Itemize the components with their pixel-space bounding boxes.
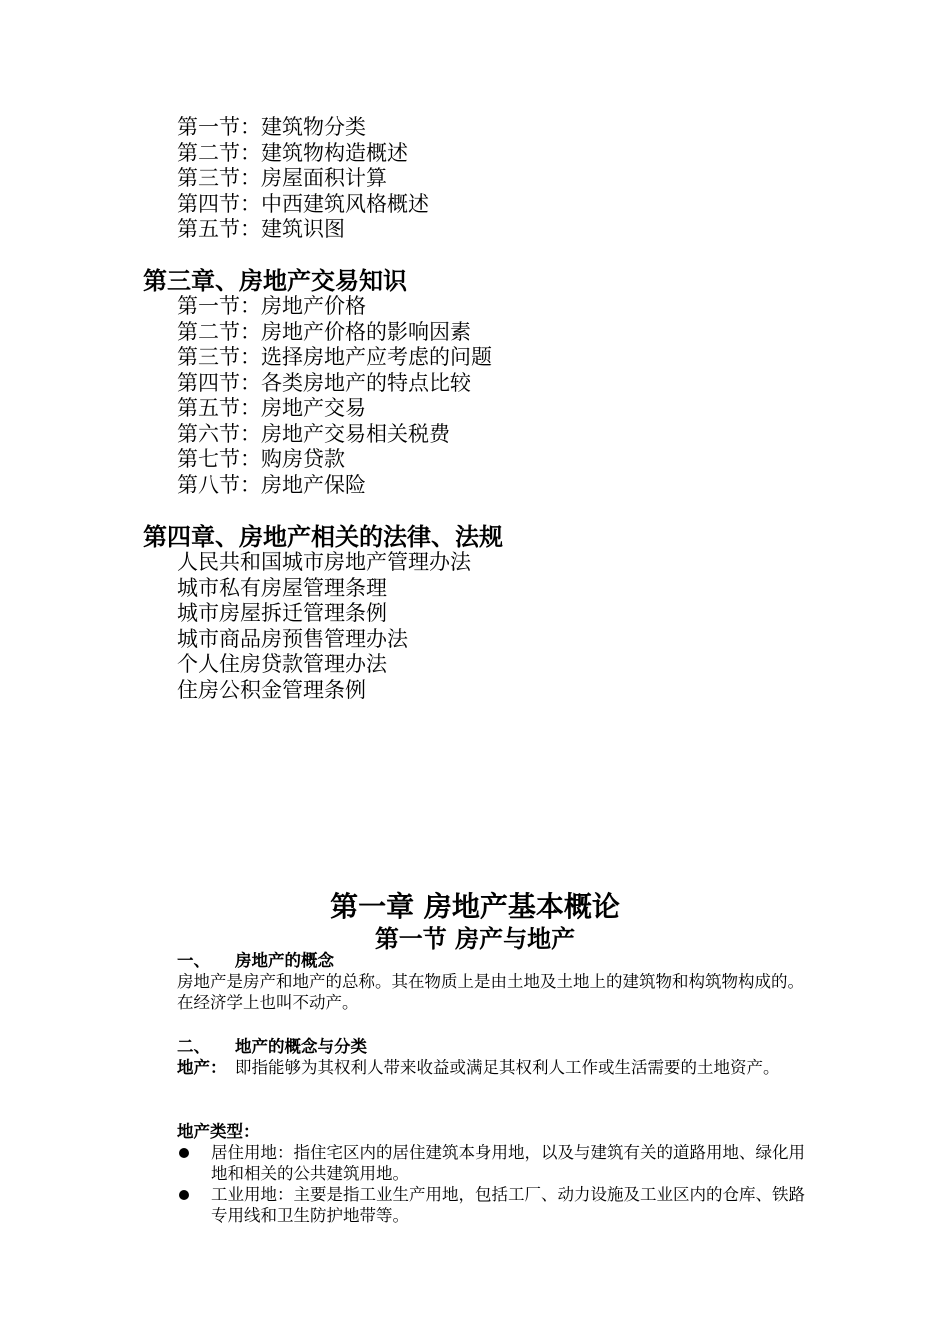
toc-item: 第三节：房屋面积计算 xyxy=(177,166,387,190)
chapter4-heading: 第四章、房地产相关的法律、法规 xyxy=(143,523,503,551)
chapter3-heading: 第三章、房地产交易知识 xyxy=(143,267,407,295)
list-item xyxy=(177,1184,817,1226)
toc-item: 第四节：中西建筑风格概述 xyxy=(177,191,429,216)
paragraph: 房地产是房产和地产的总称。其在物质上是由土地及土地上的建筑物和构筑物构成的。在经济学上也叫不动产。 xyxy=(177,972,804,1012)
bullet-text: 工业用地：主要是指工业生产用地，包括工厂、动力设施及工业区内的仓库、铁路专用线和卫生防护地带等。 xyxy=(211,1185,805,1225)
toc-item: 第七节：购房贷款 xyxy=(177,447,345,471)
toc-item: 城市私有房屋管理条理 xyxy=(177,575,387,600)
toc-item: 第一节：建筑物分类 xyxy=(177,115,366,139)
item-number: 二、 xyxy=(177,1037,210,1056)
toc-item: 第八节：房地产保险 xyxy=(177,472,366,497)
land-types-heading: 地产类型： xyxy=(177,1122,260,1141)
toc-item: 人民共和国城市房地产管理办法 xyxy=(177,550,471,574)
toc-item: 第一节：房地产价格 xyxy=(177,294,366,318)
toc-item: 第五节：房地产交易 xyxy=(177,396,366,420)
bullet-list xyxy=(177,1142,817,1226)
toc-item: 住房公积金管理条例 xyxy=(177,677,366,702)
toc-item: 个人住房贷款管理办法 xyxy=(177,652,387,676)
bullet-icon xyxy=(177,1184,211,1226)
land-types-block xyxy=(177,1121,817,1226)
toc-item: 第二节：房地产价格的影响因素 xyxy=(177,319,471,344)
toc-item: 第三节：选择房地产应考虑的问题 xyxy=(177,345,492,369)
concept-block xyxy=(177,950,817,1013)
bullet-icon xyxy=(177,1142,211,1184)
chapter1-title: 第一章 房地产基本概论 xyxy=(330,890,620,923)
item-number: 一、 xyxy=(177,951,210,970)
chapter3-section-list xyxy=(177,294,492,498)
toc-item: 城市商品房预售管理办法 xyxy=(177,626,408,651)
list-item xyxy=(177,1142,817,1184)
section1-title: 第一节 房产与地产 xyxy=(374,925,576,953)
toc-item: 第四节：各类房地产的特点比较 xyxy=(177,370,471,395)
item-title: 地产的概念与分类 xyxy=(235,1037,367,1056)
chapter2-section-list xyxy=(177,115,429,243)
definition-row xyxy=(177,1057,817,1078)
item-heading xyxy=(177,1036,817,1057)
item-title: 房地产的概念 xyxy=(235,951,334,970)
bullet-text: 居住用地：指住宅区内的居住建筑本身用地，以及与建筑有关的道路用地、绿化用地和相关的公共建筑用地。 xyxy=(211,1143,805,1183)
toc-item: 第六节：房地产交易相关税费 xyxy=(177,421,450,446)
term-definition: 即指能够为其权利人带来收益或满足其权利人工作或生活需要的土地资产。 xyxy=(235,1058,780,1077)
toc-item: 第二节：建筑物构造概述 xyxy=(177,140,408,165)
chapter4-item-list xyxy=(177,550,471,703)
toc-item: 城市房屋拆迁管理条例 xyxy=(177,601,387,625)
land-concept-block xyxy=(177,1036,817,1078)
item-heading xyxy=(177,950,817,971)
term-label: 地产： xyxy=(177,1058,227,1077)
toc-item: 第五节：建筑识图 xyxy=(177,217,345,241)
